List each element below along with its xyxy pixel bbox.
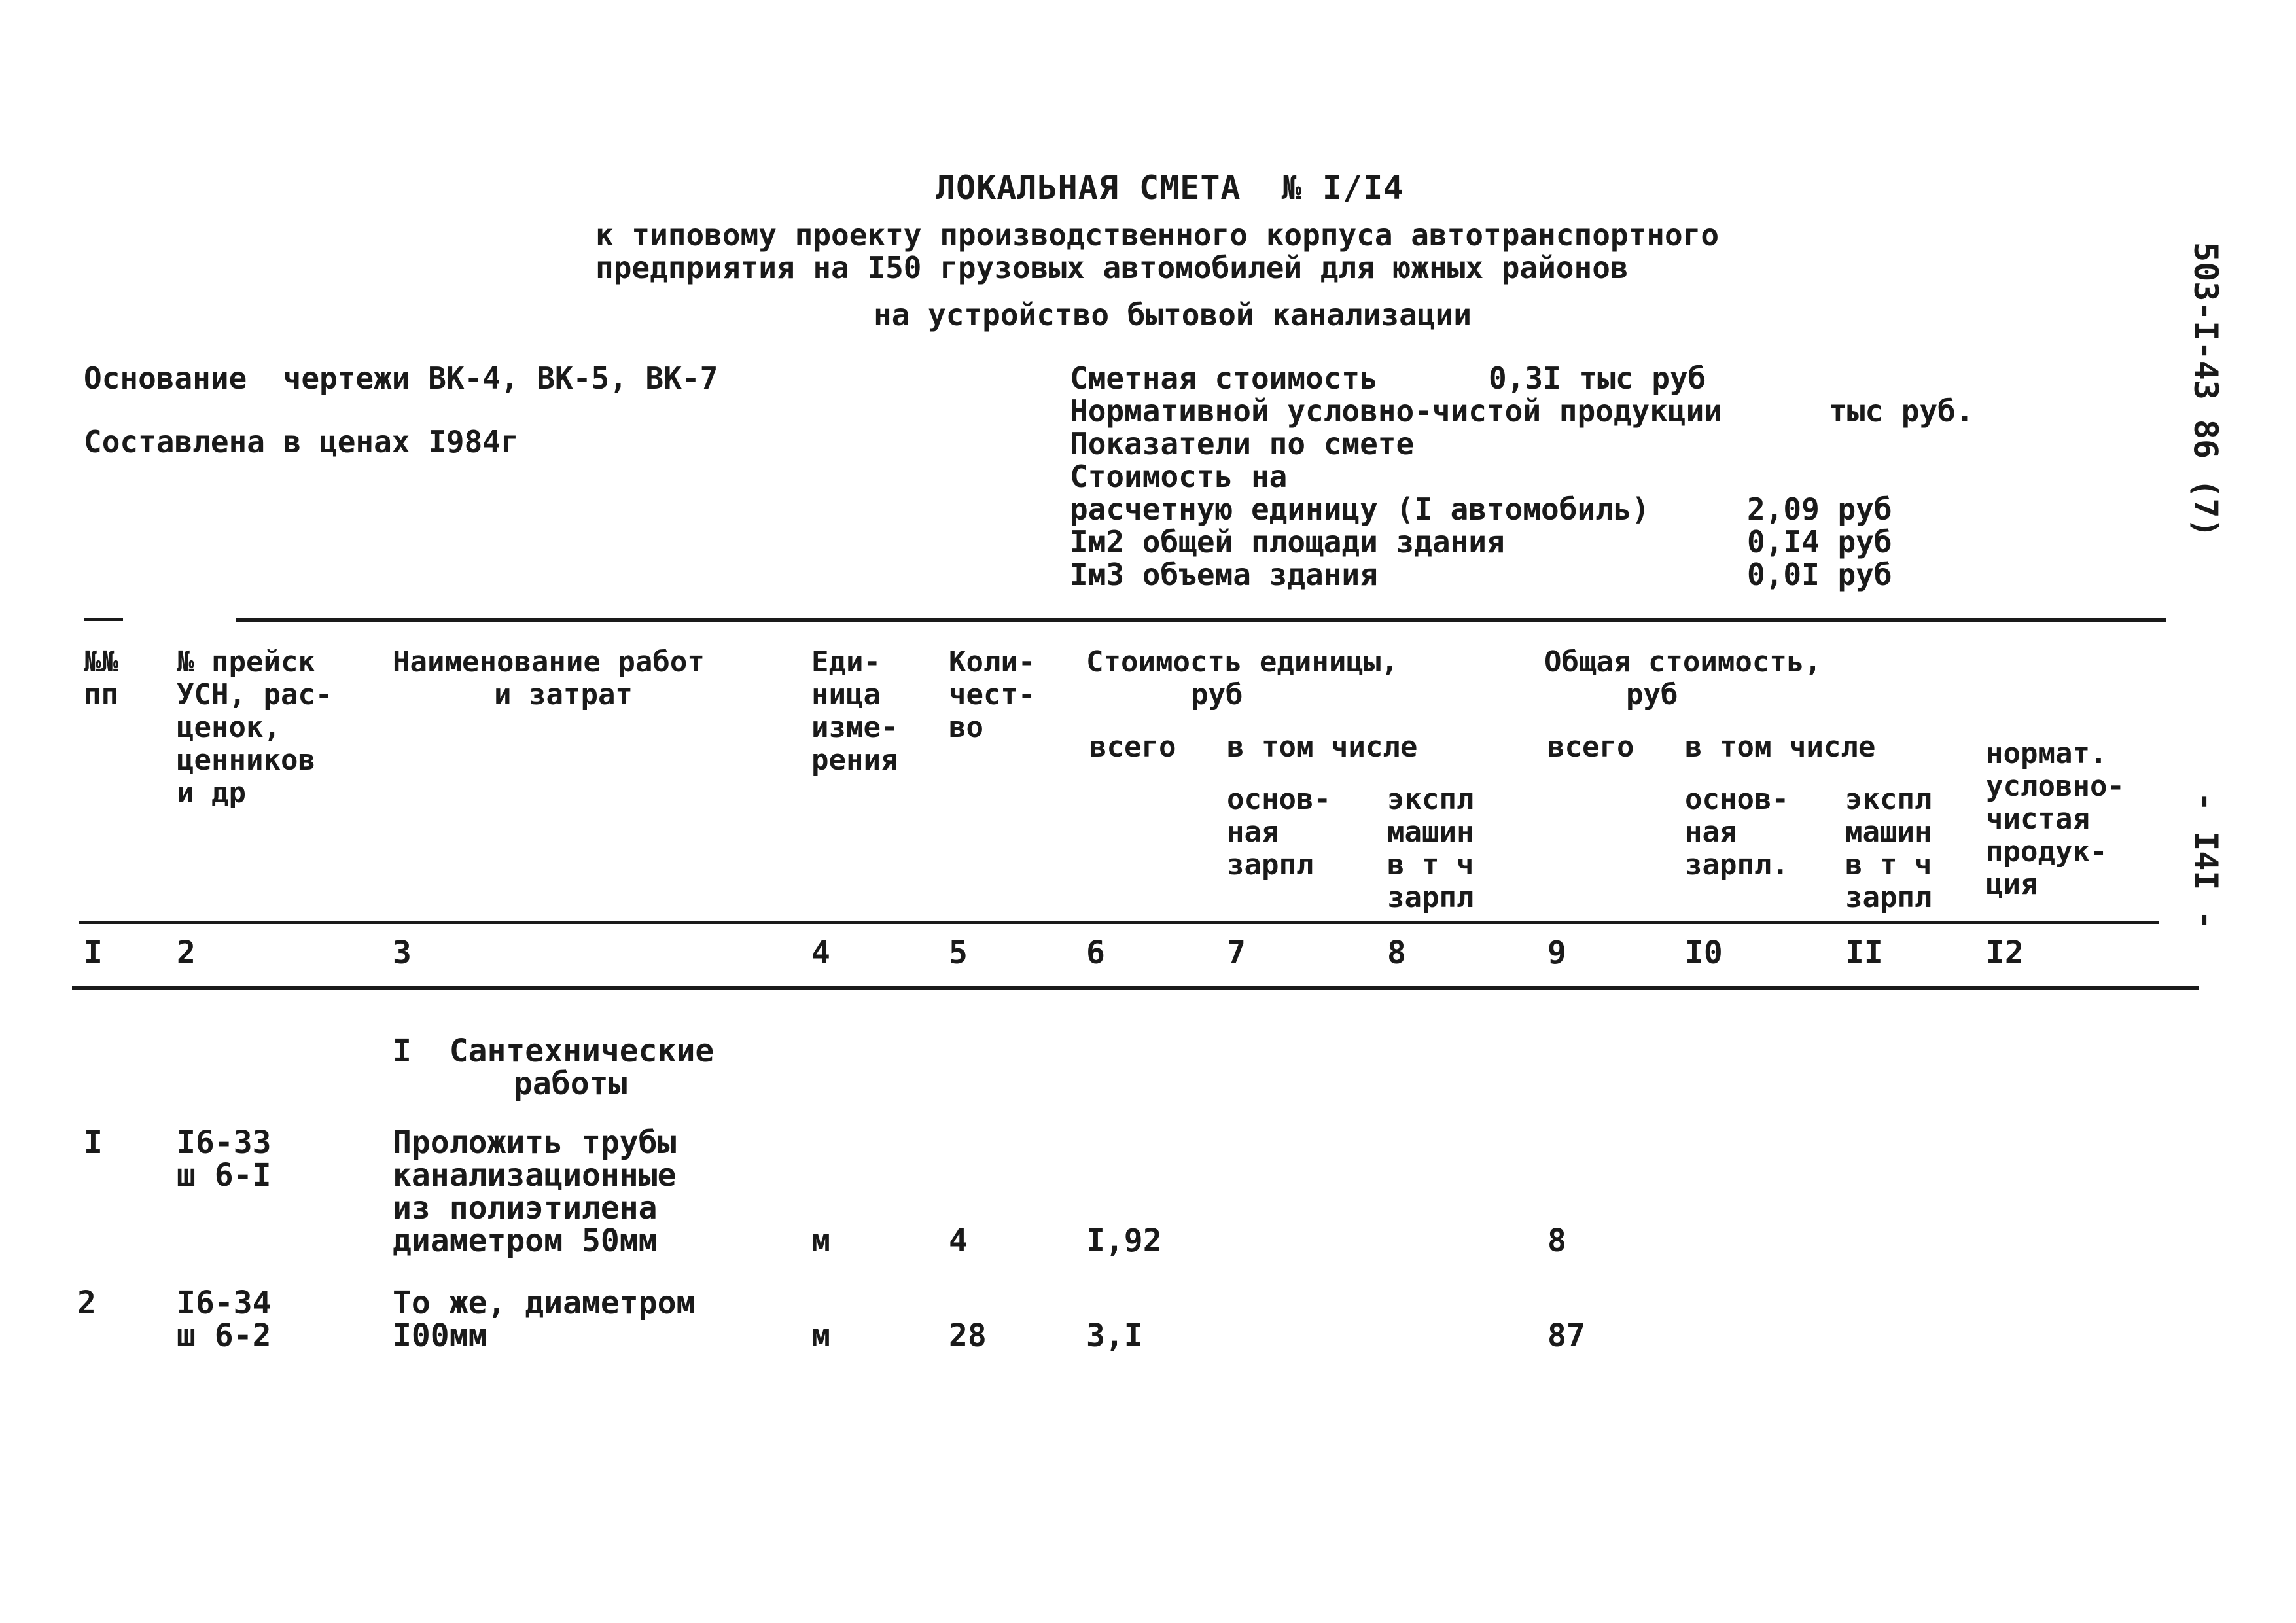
column-number: 5	[949, 935, 968, 971]
header-bottom-rule	[79, 921, 2159, 924]
row-number: 2	[77, 1285, 96, 1321]
indicators-label: Показатели по смете	[1070, 426, 1415, 461]
document-title: ЛОКАЛЬНАЯ СМЕТА № I/I4	[936, 169, 1404, 207]
row-name: из полиэтилена	[393, 1190, 658, 1226]
header-col-9: всего	[1547, 730, 1634, 764]
header-col-6: всего	[1089, 730, 1176, 764]
column-number: 8	[1387, 935, 1406, 971]
row-quantity: 28	[949, 1317, 987, 1354]
basis-line: Основание чертежи ВК-4, ВК-5, ВК-7	[84, 361, 718, 396]
per-m3-value: 0,0I руб	[1747, 557, 1892, 592]
subtitle-line-3: на устройство бытовой канализации	[874, 297, 1472, 332]
row-number: I	[84, 1124, 103, 1161]
estimated-cost-label: Сметная стоимость	[1070, 361, 1378, 396]
column-number: 7	[1227, 935, 1246, 971]
cost-per-label: Стоимость на	[1070, 459, 1288, 494]
row-total: 87	[1547, 1317, 1585, 1354]
header-unit-incl: в том числе	[1227, 730, 1418, 764]
prices-line: Составлена в ценах I984г	[84, 424, 519, 459]
per-m3-label: Iм3 объема здания	[1070, 557, 1378, 592]
norm-product-label: Нормативной условно-чистой продукции	[1070, 393, 1722, 429]
column-number: 2	[177, 935, 196, 971]
subtitle-line-1: к типовому проекту производственного корпуса автотранспортного	[595, 217, 1720, 253]
row-code: ш 6-I	[177, 1157, 272, 1194]
column-number: 3	[393, 935, 412, 971]
side-document-code: 503-I-43 86 (7)	[2187, 242, 2225, 538]
row-quantity: 4	[949, 1222, 968, 1259]
row-name: I00мм	[393, 1317, 487, 1354]
numbers-bottom-rule	[72, 986, 2199, 990]
row-code: I6-33	[177, 1124, 272, 1161]
norm-product-unit: тыс руб.	[1829, 393, 1974, 429]
per-unit-label: расчетную единицу (I автомобиль)	[1070, 491, 1650, 527]
row-name: диаметром 50мм	[393, 1222, 658, 1259]
row-code: I6-34	[177, 1285, 272, 1321]
column-number: 9	[1547, 935, 1566, 971]
row-unit: м	[811, 1222, 830, 1259]
per-unit-value: 2,09 руб	[1747, 491, 1892, 527]
row-unit: м	[811, 1317, 830, 1354]
per-m2-value: 0,I4 руб	[1747, 524, 1892, 560]
row-code: ш 6-2	[177, 1317, 272, 1354]
per-m2-label: Iм2 общей площади здания	[1070, 524, 1505, 560]
table-top-rule-left	[84, 618, 123, 621]
row-name: То же, диаметром	[393, 1285, 696, 1321]
row-unit-total: I,92	[1086, 1222, 1162, 1259]
subtitle-line-2: предприятия на I50 грузовых автомобилей для южных районов	[595, 250, 1629, 285]
page-number: - I4I -	[2187, 792, 2225, 930]
row-name: канализационные	[393, 1157, 677, 1194]
column-number: 4	[811, 935, 830, 971]
column-number: I	[84, 935, 103, 971]
row-name: Проложить трубы	[393, 1124, 677, 1161]
column-number: I0	[1685, 935, 1723, 971]
document-page: ЛОКАЛЬНАЯ СМЕТА № I/I4 к типовому проекту производственного корпуса автотранспортного предприятия на I50 грузовых автомобилей для южных районов на устройство бытовой канализации 503-I-43 86 (7) - I4I - Основание чертежи ВК-4, ВК-5, ВК-7 Составлена в ценах I984г Сметная стоимость 0,3I тыс руб Нормативной условно-чистой продукции тыс руб. Показатели по смете Стоимость на расчетную единицу (I автомобиль) 2,09 руб Iм2 общей площади здания 0,I4 руб Iм3 объема здания 0,0I руб №№ пп № прейск УСН, рас- ценок, ценников и др Наименование работ и затрат Еди- ница изме- рения Коли- чест- во Стоимость единицы, руб Общая стоимость, руб всего в том числе всего в том числе основ- ная зарпл экспл машин в т ч зарпл основ- ная зарпл. экспл машин в т ч зарпл нормат. условно- чистая продук- ция I 2 3 4 5 6 7 8 9 I0 II I2 I Сантехнические работы I I6-33 ш 6-I Проложить трубы канализационные из полиэтилена диаметром 50мм м 4 I,92 8 2 I6-34 ш 6-2 То же, диаметром I00мм м 28 3,I 87	[0, 0, 2296, 1623]
estimated-cost-value: 0,3I тыс руб	[1489, 361, 1706, 396]
header-total-incl: в том числе	[1685, 730, 1876, 764]
row-total: 8	[1547, 1222, 1566, 1259]
column-number: I2	[1986, 935, 2024, 971]
table-top-rule	[236, 618, 2166, 622]
column-number: II	[1845, 935, 1883, 971]
column-number: 6	[1086, 935, 1105, 971]
row-unit-total: 3,I	[1086, 1317, 1143, 1354]
